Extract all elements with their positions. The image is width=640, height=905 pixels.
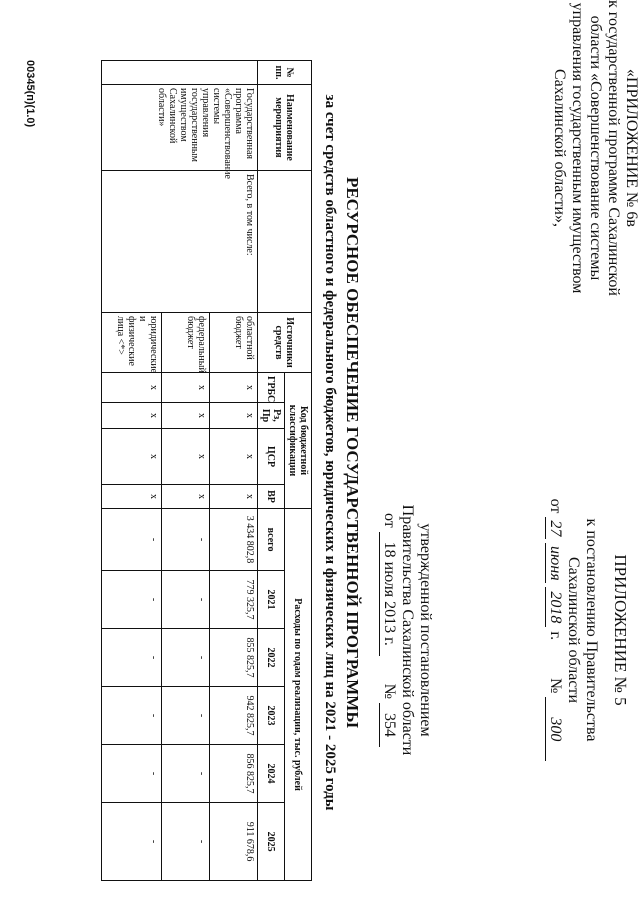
cell-2025: -	[162, 803, 210, 881]
cell-source: областной бюджет	[210, 313, 258, 373]
cell-rzpr: x	[102, 403, 162, 429]
header-responsible	[258, 171, 312, 313]
table-row	[210, 61, 258, 881]
header-no: № пп.	[258, 61, 312, 85]
approved-date-line	[379, 430, 398, 830]
cell-rzpr: x	[162, 403, 210, 429]
cell-2025: 911 678,6	[210, 803, 258, 881]
header-2024: 2024	[258, 745, 285, 803]
program-appendix-line-3: области «Совершенствование системы	[587, 15, 604, 281]
program-appendix-line-5: Сахалинской области»,	[551, 68, 568, 227]
date-day: 27	[545, 517, 564, 539]
date-year: 2018	[545, 587, 564, 627]
cell-program-name: Государственная программа «Совершенствование системы управления государственным имуществом Сахалинской области»	[102, 85, 258, 171]
cell-2024: -	[102, 745, 162, 803]
number-sign: №	[547, 678, 564, 694]
approved-line-1: утвержденной постановлением	[417, 523, 434, 737]
cell-grbs: x	[102, 373, 162, 403]
header-sources: Источники средств	[258, 313, 312, 373]
approved-date: 18 июля 2013 г.	[379, 532, 398, 656]
header-name: Наименование мероприятия	[258, 85, 312, 171]
cell-vr: x	[210, 485, 258, 509]
document-title: РЕСУРСНОЕ ОБЕСПЕЧЕНИЕ ГОСУДАРСТВЕННОЙ ПРОГРАММЫ	[343, 176, 362, 729]
approved-number: 354	[379, 703, 398, 747]
header-2022: 2022	[258, 629, 285, 687]
cell-2024: -	[162, 745, 210, 803]
cell-rzpr: x	[210, 403, 258, 429]
appendix-title: ПРИЛОЖЕНИЕ № 5	[611, 554, 630, 706]
program-appendix-line-1: «ПРИЛОЖЕНИЕ № 6в	[623, 69, 640, 227]
cell-csr: x	[162, 429, 210, 485]
header-vr: ВР	[258, 485, 285, 509]
cell-csr: x	[102, 429, 162, 485]
cell-total: -	[162, 509, 210, 571]
header-2025: 2025	[258, 803, 285, 881]
table-header-row-1	[285, 61, 312, 881]
cell-total: -	[102, 509, 162, 571]
form-code: 00345(п)(1.0)	[24, 60, 36, 128]
cell-2021: 779 325,7	[210, 571, 258, 629]
cell-csr: x	[210, 429, 258, 485]
resource-table	[101, 60, 312, 881]
cell-2022: -	[102, 629, 162, 687]
cell-2022: 855 825,7	[210, 629, 258, 687]
cell-2022: -	[162, 629, 210, 687]
resolution-line-2: Сахалинской области	[565, 556, 582, 704]
cell-no	[102, 61, 258, 85]
approved-line-2: Правительства Сахалинской области	[399, 504, 416, 756]
program-appendix-block	[550, 0, 640, 296]
cell-source: юридические и физические лица <*>	[102, 313, 162, 373]
resolution-line-1: к постановлению Правительства	[583, 518, 600, 742]
cell-2023: 942 825,7	[210, 687, 258, 745]
date-suffix: г.	[547, 631, 564, 641]
header-budget-code: Код бюджетной классификации	[285, 373, 312, 509]
cell-vr: x	[102, 485, 162, 509]
cell-source: федеральный бюджет	[162, 313, 210, 373]
cell-2021: -	[162, 571, 210, 629]
cell-2023: -	[102, 687, 162, 745]
resolution-reference	[545, 430, 600, 830]
document-subtitle: за счет средств областного и федерального бюджетов, юридических и физических лиц на 2021 - 2025 годы	[322, 94, 338, 811]
approved-number-sign: №	[381, 683, 398, 700]
approved-date-prefix: от	[381, 512, 398, 528]
cell-2021: -	[102, 571, 162, 629]
header-2023: 2023	[258, 687, 285, 745]
header-2021: 2021	[258, 571, 285, 629]
cell-total: 3 434 802,8	[210, 509, 258, 571]
header-csr: ЦСР	[258, 429, 285, 485]
header-rzpr: Рз, Пр	[258, 403, 285, 429]
cell-vr: x	[162, 485, 210, 509]
resource-table-wrapper	[52, 60, 312, 880]
cell-2025: -	[102, 803, 162, 881]
cell-grbs: x	[210, 373, 258, 403]
program-appendix-line-4: управления государственным имуществом	[569, 2, 586, 294]
resolution-number: 300	[545, 697, 564, 761]
cell-responsible: Всего, в том числе:	[102, 171, 258, 313]
program-appendix-line-2: к государственной программе Сахалинской	[605, 0, 622, 296]
header-total: всего	[258, 509, 285, 571]
cell-2024: 856 825,7	[210, 745, 258, 803]
date-prefix: от	[547, 498, 564, 514]
header-grbs: ГРБС	[258, 373, 285, 403]
approved-block	[379, 430, 434, 830]
resolution-date-line	[545, 430, 564, 830]
cell-2023: -	[162, 687, 210, 745]
date-month: июня	[545, 543, 564, 583]
cell-grbs: x	[162, 373, 210, 403]
header-expenses: Расходы по годам реализации, тыс. рублей	[285, 509, 312, 881]
